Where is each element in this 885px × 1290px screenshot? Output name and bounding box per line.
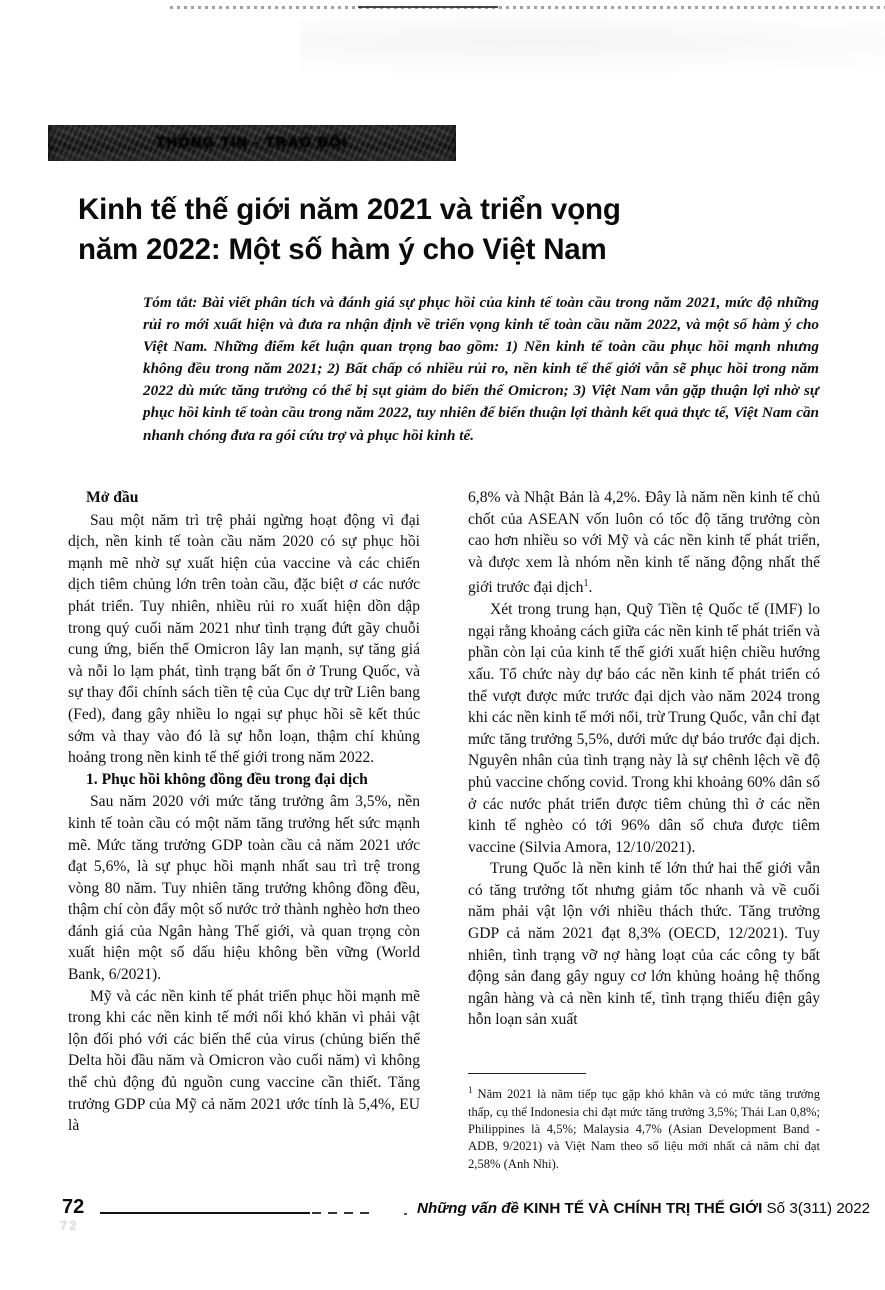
paragraph-right-3: Trung Quốc là nền kinh tế lớn thứ hai thế giới vẫn có tăng trưởng tốt nhưng giảm tốc nhanh và về cuối năm phải vật lộn với nhiều thách thức. Tăng trưởng GDP cả năm 2021 đạt 8,3% (OECD, 12/2021). Tuy nhiên, tình trạng vỡ nợ hàng loạt của các công ty bất động sản đang gây nguy cơ lớn khủng hoảng hệ thống ngân hàng và cả nền kinh tế, tình trạng thiếu điện gây hỗn loạn sản xuất bbox=[468, 860, 820, 1029]
abstract bbox=[143, 292, 819, 447]
footnote bbox=[468, 1082, 820, 1173]
body-columns bbox=[68, 487, 820, 1147]
paragraph-left-2: Sau năm 2020 với mức tăng trưởng âm 3,5%, nền kinh tế toàn cầu có một năm tăng trưởng hết sức mạnh mẽ. Mức tăng trưởng GDP toàn cầu cả năm 2021 ước đạt 5,6%, là sự phục hồi mạnh nhất sau trì trệ trong vòng 80 năm. Tuy nhiên tăng trưởng không đồng đều, thậm chí còn đẩy một số nước trở thành nghèo hơn theo đánh giá của Ngân hàng Thế giới, và quan trọng còn xuất hiện một số dấu hiệu không bền vững (World Bank, 6/2021). bbox=[68, 793, 420, 984]
paragraph-left-1: Sau một năm trì trệ phải ngừng hoạt động vì đại dịch, nền kinh tế toàn cầu năm 2020 có sự phục hồi mạnh mẽ nhờ sự xuất hiện của vaccine và các chiến dịch tiêm chủng lớn trên toàn cầu, đặc biệt ơ các nước phát triển. Tuy nhiên, nhiều rủi ro xuất hiện dồn dập trong quý cuối năm 2021 như tình trạng đứt gãy chuỗi cung ứng, biến thể Omicron lây lan mạnh, sự tăng giá và nỗi lo lạm phát, tình trạng bất ổn ở Trung Quốc, và sự thay đổi chính sách tiền tệ của Cục dự trữ Liên bang (Fed), đang gây nhiều lo ngại sự phục hồi sẽ kết thúc sớm và thay vào đó là sự hỗn loạn, thậm chí khủng hoảng trong nền kinh tế thế giới trong năm 2022. bbox=[68, 511, 420, 767]
abstract-label: Tóm tắt: bbox=[143, 294, 198, 311]
paragraph-right-continued bbox=[468, 487, 820, 599]
paragraph-left-3: Mỹ và các nền kinh tế phát triển phục hồi mạnh mẽ trong khi các nền kinh tế mới nổi khó khăn vì phải vật lộn đối phó với các biến thể của virus (chủng biến thể Delta hồi đầu năm và Omicron vào cuối năm) vì không thể chủ động đủ nguồn cung vaccine cần thiết. Tăng trưởng GDP của Mỹ cả năm 2021 ước tính là 5,4%, EU là bbox=[68, 987, 420, 1135]
abstract-text: Bài viết phân tích và đánh giá sự phục hồi của kinh tế toàn cầu trong năm 2021, mức độ những rủi ro mới xuất hiện và đưa ra nhận định về triển vọng kinh tế toàn cầu năm 2022, và một số hàm ý cho Việt Nam. Những điểm kết luận quan trọng bao gồm: 1) Nền kinh tế toàn cầu phục hồi mạnh nhưng không đều trong năm 2021; 2) Bất chấp có nhiều rủi ro, nền kinh tế thế giới vẫn sẽ phục hồi trong năm 2022 dù mức tăng trưởng có thể bị sụt giảm do biến thể Omicron; 3) Việt Nam vẫn gặp thuận lợi nhờ sự phục hồi kinh tế toàn cầu trong năm 2022, tuy nhiên để biến thuận lợi thành kết quả thực tế, Việt Nam cần nhanh chóng đưa ra gói cứu trợ và phục hồi kinh tế. bbox=[143, 294, 820, 444]
paragraph-right-2: Xét trong trung hạn, Quỹ Tiền tệ Quốc tế (IMF) lo ngại rằng khoảng cách giữa các nền kinh tế phát triển và phần còn lại của kinh tế thế giới xuất hiện chiều hướng xấu. Tổ chức này dự báo các nền kinh tế phát triển có thể vượt được mức trước đại dịch vào năm 2024 trong khi các nền kinh tế mới nổi, trừ Trung Quốc, vẫn chỉ đạt mức tăng trưởng 5,5%, dưới mức dự báo trước đại dịch. Nguyên nhân của tình trạng này là sự chênh lệch về độ phủ vaccine chống covid. Trong khi khoảng 60% dân số ở các nước phát triển được tiêm chủng thì ở các nền kinh tế nghèo có tới 96% dân số chưa được tiêm vaccine (Silvia Amora, 12/10/2021). bbox=[468, 601, 820, 856]
paragraph-right-continued-text: 6,8% và Nhật Bản là 4,2%. Đây là năm nền kinh tế chủ chốt của ASEAN vốn luôn có tốc độ tăng trưởng còn cao hơn nhiều so với Mỹ và các nền kinh tế phát triển, và được xem là nhóm nền kinh tế năng động nhất thế giới trước đại dịch bbox=[468, 489, 820, 597]
footer-rule-dashes bbox=[312, 1212, 370, 1214]
scan-artifact-line bbox=[170, 6, 885, 9]
title-line-1: Kinh tế thế giới năm 2021 và triển vọng bbox=[78, 193, 621, 226]
page-number-scan-ghost: 72 bbox=[60, 1218, 79, 1233]
paragraph-right-continued-tail: . bbox=[588, 579, 593, 597]
page-title bbox=[78, 190, 818, 270]
footer-journal-caps: KINH TẾ VÀ CHÍNH TRỊ THẾ GIỚI bbox=[523, 1200, 763, 1217]
page-number: 72 bbox=[62, 1196, 85, 1218]
scan-smudge bbox=[300, 18, 885, 78]
footnote-separator-rule bbox=[468, 1073, 586, 1074]
scan-artifact-line-solid bbox=[358, 6, 498, 8]
footer-issue: Số 3(311) 2022 bbox=[766, 1200, 871, 1217]
right-column bbox=[468, 487, 820, 1031]
title-line-2: năm 2022: Một số hàm ý cho Việt Nam bbox=[78, 233, 607, 266]
footnote-text: Năm 2021 là năm tiếp tục gặp khó khăn và có mức tăng trưởng thấp, cụ thể Indonesia chỉ đạt mức tăng trưởng 3,5%; Thái Lan 0,8%; Philippines là 4,5%; Malaysia 4,7% (Asian Development Band - ADB, 9/2021) và Việt Nam theo số liệu mới nhất cả năm chỉ đạt 2,58% (Anh Nhi). bbox=[468, 1087, 820, 1171]
heading-section-1: 1. Phục hồi không đồng đều trong đại dịch bbox=[86, 770, 368, 788]
masthead-banner-label: THÔNG TIN - TRAO ĐỔI bbox=[156, 135, 348, 151]
footer-rule bbox=[100, 1212, 310, 1214]
page-footer bbox=[0, 1196, 885, 1236]
masthead-banner bbox=[48, 125, 456, 161]
footer-rule-dot bbox=[404, 1213, 407, 1215]
footer-journal-italic: Những vấn đề bbox=[417, 1200, 519, 1217]
heading-intro: Mở đầu bbox=[86, 489, 139, 506]
footnote-marker: 1 bbox=[468, 1085, 473, 1095]
footer-journal-line bbox=[417, 1200, 870, 1217]
footnote-reference-marker[interactable]: 1 bbox=[583, 578, 589, 590]
left-column bbox=[68, 487, 420, 1137]
